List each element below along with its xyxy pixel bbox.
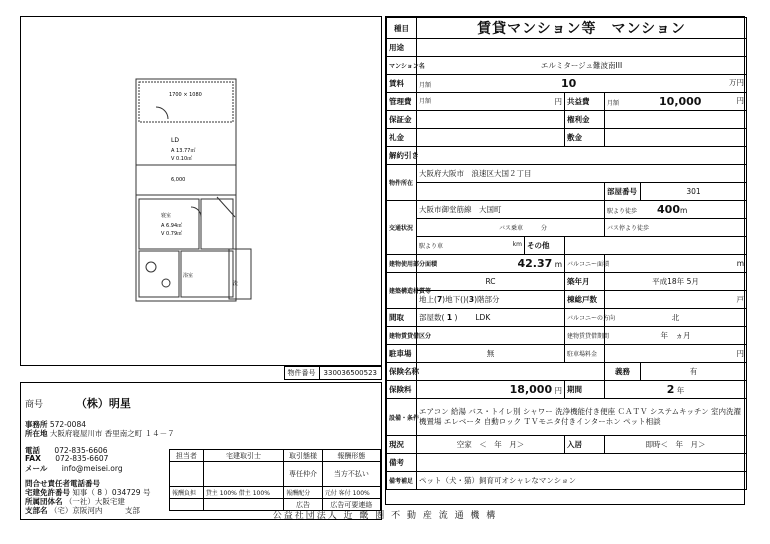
area-label: 建物使用部分面積 bbox=[387, 255, 417, 273]
footer-org: 公益社団法人 近 畿 圏 不 動 産 流 通 機 構 bbox=[272, 511, 498, 521]
parking-fee-label: 駐車場料金 bbox=[565, 345, 605, 363]
col-staff: 担当者 bbox=[170, 450, 204, 462]
mail: info@meisei.org bbox=[61, 464, 123, 473]
fee-burden-label: 報酬負担 bbox=[170, 487, 204, 499]
mgmt-prefix: 月額 bbox=[419, 98, 432, 105]
mansion-name: エルミタージュ難波南III bbox=[417, 57, 747, 75]
property-table-panel bbox=[385, 16, 745, 505]
rent-unit: 万円 bbox=[729, 78, 744, 87]
agent-pct: 100 bbox=[352, 490, 365, 497]
area-cell bbox=[417, 255, 565, 273]
room-no: 301 bbox=[641, 183, 747, 201]
common-cell bbox=[605, 93, 747, 111]
term-cell bbox=[605, 381, 747, 399]
mgmt-unit: 円 bbox=[554, 97, 562, 106]
movein-label: 入居 bbox=[565, 436, 605, 454]
rooms-label: 部屋数( bbox=[419, 313, 445, 322]
floor-label-ld: LD bbox=[171, 137, 179, 144]
status-value: 空家 ＜ 年 月＞ bbox=[417, 436, 565, 454]
property-number bbox=[284, 366, 382, 380]
tel-label: 電話 bbox=[25, 446, 40, 455]
balcony-unit: m bbox=[605, 255, 747, 273]
left-panel bbox=[20, 16, 382, 515]
floor-label-bed: 寝室 bbox=[161, 213, 172, 219]
rent-prefix: 月額 bbox=[419, 82, 432, 89]
rooms-suffix: ) bbox=[454, 313, 458, 322]
property-number-value: 330036500523 bbox=[320, 366, 382, 380]
direct-label: 元付 bbox=[324, 490, 337, 497]
direction-label: バルコニーの方向 bbox=[565, 309, 605, 327]
location-value: 大阪府大阪市 浪速区大国２丁目 bbox=[417, 165, 747, 183]
col-deal: 取引態様 bbox=[284, 450, 322, 462]
contact-label: 問合せ責任者電話番号 bbox=[25, 479, 100, 488]
area-value: 42.37 bbox=[517, 257, 553, 270]
walk-cell bbox=[605, 201, 747, 219]
fax: 072-835-6607 bbox=[55, 454, 109, 463]
fee-burden-values bbox=[203, 487, 283, 499]
name-label: マンション名 bbox=[387, 57, 417, 75]
common-label: 共益費 bbox=[565, 93, 605, 111]
rent-value: 10 bbox=[561, 77, 577, 90]
key-money-label: 権利金 bbox=[565, 111, 605, 129]
trade-name-row bbox=[25, 395, 131, 411]
assoc-label: 所属団体名 bbox=[25, 497, 63, 506]
floors-n: 3 bbox=[468, 295, 475, 304]
walk-value: 400 bbox=[657, 203, 680, 216]
owner-pct: 100 bbox=[252, 490, 265, 497]
area-unit: m bbox=[554, 260, 562, 269]
license-label: 宅建免許番号 bbox=[25, 488, 70, 497]
duty-value: 有 bbox=[641, 363, 747, 381]
room-no-label: 部屋番号 bbox=[605, 183, 641, 201]
mail-label: メール bbox=[25, 464, 48, 473]
balcony-label: バルコニー面積 bbox=[565, 255, 605, 273]
fee-alloc-label: 報酬配分 bbox=[284, 487, 322, 499]
lessor-label: 貸主 bbox=[205, 490, 218, 497]
mgmt-label: 管理費 bbox=[387, 93, 417, 111]
common-value: 10,000 bbox=[659, 95, 702, 108]
contract-label: 建物賃貸借区分 bbox=[387, 327, 417, 345]
car-cell bbox=[417, 237, 525, 255]
floor-area-1: A 13.77㎡ bbox=[171, 148, 196, 154]
address-row bbox=[25, 428, 175, 439]
location-label: 物件所在 bbox=[387, 165, 417, 201]
rooms-n: 1 bbox=[446, 313, 453, 322]
walk-label: 駅より徒歩 bbox=[607, 208, 638, 215]
rent-label: 賃料 bbox=[387, 75, 417, 93]
layout-label: 間取 bbox=[387, 309, 417, 327]
floor-area-2: V 0.10㎡ bbox=[171, 156, 193, 162]
trade-label: 商号 bbox=[25, 400, 44, 410]
branch: （宅）京阪河内 支部 bbox=[49, 506, 140, 515]
units-unit: 戸 bbox=[605, 291, 747, 309]
bus-cell bbox=[417, 219, 605, 237]
property-number-label: 物件番号 bbox=[284, 366, 320, 380]
floor-plan-box bbox=[20, 16, 382, 366]
remarks-label: 備考補足 bbox=[387, 472, 417, 490]
tel: 072-835-6606 bbox=[54, 446, 108, 455]
term-label: 期間 bbox=[565, 381, 605, 399]
shokyaku-label: 解約引き bbox=[387, 147, 417, 165]
trade-name: （株）明星 bbox=[75, 397, 131, 410]
movein-value: 即時＜ 年 月＞ bbox=[605, 436, 747, 454]
license: 知事（ 8 ）034729 号 bbox=[72, 488, 151, 497]
kanri-label: 客付 bbox=[338, 490, 351, 497]
premium-cell bbox=[417, 381, 565, 399]
car-unit: km bbox=[512, 241, 522, 248]
pct-2: % bbox=[264, 490, 270, 497]
floors-above: 地上( bbox=[419, 295, 437, 304]
bus-min: 分 bbox=[541, 225, 548, 232]
fee-table bbox=[169, 449, 381, 511]
lessee-label: 借主 bbox=[238, 490, 251, 497]
property-table bbox=[386, 17, 747, 490]
use-label: 用途 bbox=[387, 39, 417, 57]
floors-below: )地下( bbox=[442, 295, 464, 304]
pct-3: % bbox=[364, 490, 370, 497]
car-label: 駅より車 bbox=[419, 243, 444, 250]
term-unit: 年 bbox=[676, 386, 685, 395]
parking-fee-unit: 円 bbox=[605, 345, 747, 363]
office-label: 事務所 bbox=[25, 420, 48, 429]
address-label: 所在地 bbox=[25, 429, 48, 438]
contract-period-label: 建物賃貸借期間 bbox=[565, 327, 605, 345]
floor-area-5: V 0.79㎡ bbox=[161, 231, 183, 237]
layout-type: LDK bbox=[475, 313, 491, 322]
address: 大阪府寝屋川市 香里南之町 １４－７ bbox=[49, 429, 175, 438]
branch-label: 支部名 bbox=[25, 506, 48, 515]
floor-dim-1: 1700 × 1080 bbox=[169, 92, 202, 98]
structure-value: RC bbox=[417, 273, 565, 291]
common-unit: 円 bbox=[736, 96, 744, 105]
assoc: （一社）大阪宅建 bbox=[64, 497, 125, 506]
line-value: 大阪市御堂筋線 大国町 bbox=[417, 201, 605, 219]
fee-alloc-values bbox=[322, 487, 380, 499]
status-label: 現況 bbox=[387, 436, 417, 454]
mail-row bbox=[25, 463, 123, 474]
floor-plan bbox=[21, 17, 383, 367]
floor-label-wc: 洗 bbox=[233, 281, 239, 287]
floor-area-4: A 6.94㎡ bbox=[161, 223, 183, 229]
access-label: 交通状況 bbox=[387, 201, 417, 255]
type-label: 種目 bbox=[387, 18, 417, 39]
built-label: 築年月 bbox=[565, 273, 605, 291]
bus-walk-label: バス停より徒歩 bbox=[605, 219, 747, 237]
reikin-label: 礼金 bbox=[387, 129, 417, 147]
contract-period: 年 ヵ月 bbox=[605, 327, 747, 345]
duty-label: 義務 bbox=[605, 363, 641, 381]
floors-above-n: 7 bbox=[436, 295, 443, 304]
premium-value: 18,000 bbox=[509, 383, 553, 396]
postal: 572-0084 bbox=[49, 420, 86, 429]
fee-value: 当方不払い bbox=[322, 462, 380, 487]
insurance-label: 保険名称 bbox=[387, 363, 417, 381]
deal-value: 専任仲介 bbox=[284, 462, 322, 487]
other-label: その他 bbox=[525, 237, 565, 255]
remarks: ペット（犬・猫）飼育可オシャレなマンション bbox=[417, 472, 747, 490]
structure-label: 建築構造材質等 bbox=[387, 273, 417, 309]
deposit-label: 保証金 bbox=[387, 111, 417, 129]
layout-cell bbox=[417, 309, 565, 327]
ad-value: 広告可要連絡 bbox=[322, 499, 380, 511]
floor-label-bath: 浴室 bbox=[183, 273, 194, 279]
facilities-label: 設備・条件 bbox=[387, 399, 417, 436]
facilities: エアコン 給湯 バス・トイレ別 シャワー 洗浄機能付き便座 ＣＡＴＶ システムキッチン 室内洗濯機置場 エレベータ 自動ロック ＴＶモニタ付きインターホン ペット相談 bbox=[417, 399, 747, 436]
rent-cell bbox=[417, 75, 747, 93]
floor-dim-2: 6,000 bbox=[171, 177, 186, 183]
mgmt-cell bbox=[417, 93, 565, 111]
shikikin-label: 敷金 bbox=[565, 129, 605, 147]
direction-value: 北 bbox=[605, 309, 747, 327]
common-prefix: 月額 bbox=[607, 100, 620, 107]
pct-1: % bbox=[231, 490, 237, 497]
agent-box bbox=[20, 382, 382, 520]
notes-label: 備考 bbox=[387, 454, 417, 472]
fax-label: FAX bbox=[25, 454, 41, 463]
col-broker: 宅建取引士 bbox=[203, 450, 283, 462]
col-fee: 報酬形態 bbox=[322, 450, 380, 462]
built-value: 平成18年 5月 bbox=[605, 273, 747, 291]
floors-rest: )( bbox=[463, 295, 469, 304]
term-value: 2 bbox=[666, 383, 675, 396]
parking-value: 無 bbox=[417, 345, 565, 363]
bus-label: バス乗車 bbox=[499, 225, 524, 232]
lessor-pct: 100 bbox=[219, 490, 232, 497]
parking-label: 駐車場 bbox=[387, 345, 417, 363]
premium-label: 保険料 bbox=[387, 381, 417, 399]
ad-label: 広告 bbox=[284, 499, 322, 511]
premium-unit: 円 bbox=[554, 386, 562, 395]
floors-cell bbox=[417, 291, 565, 309]
units-label: 棟総戸数 bbox=[565, 291, 605, 309]
fax-row bbox=[25, 454, 108, 463]
walk-unit: m bbox=[679, 206, 688, 215]
floors-suffix: )階部分 bbox=[474, 295, 500, 304]
type-value: 賃貸マンション等 マンション bbox=[417, 18, 747, 39]
